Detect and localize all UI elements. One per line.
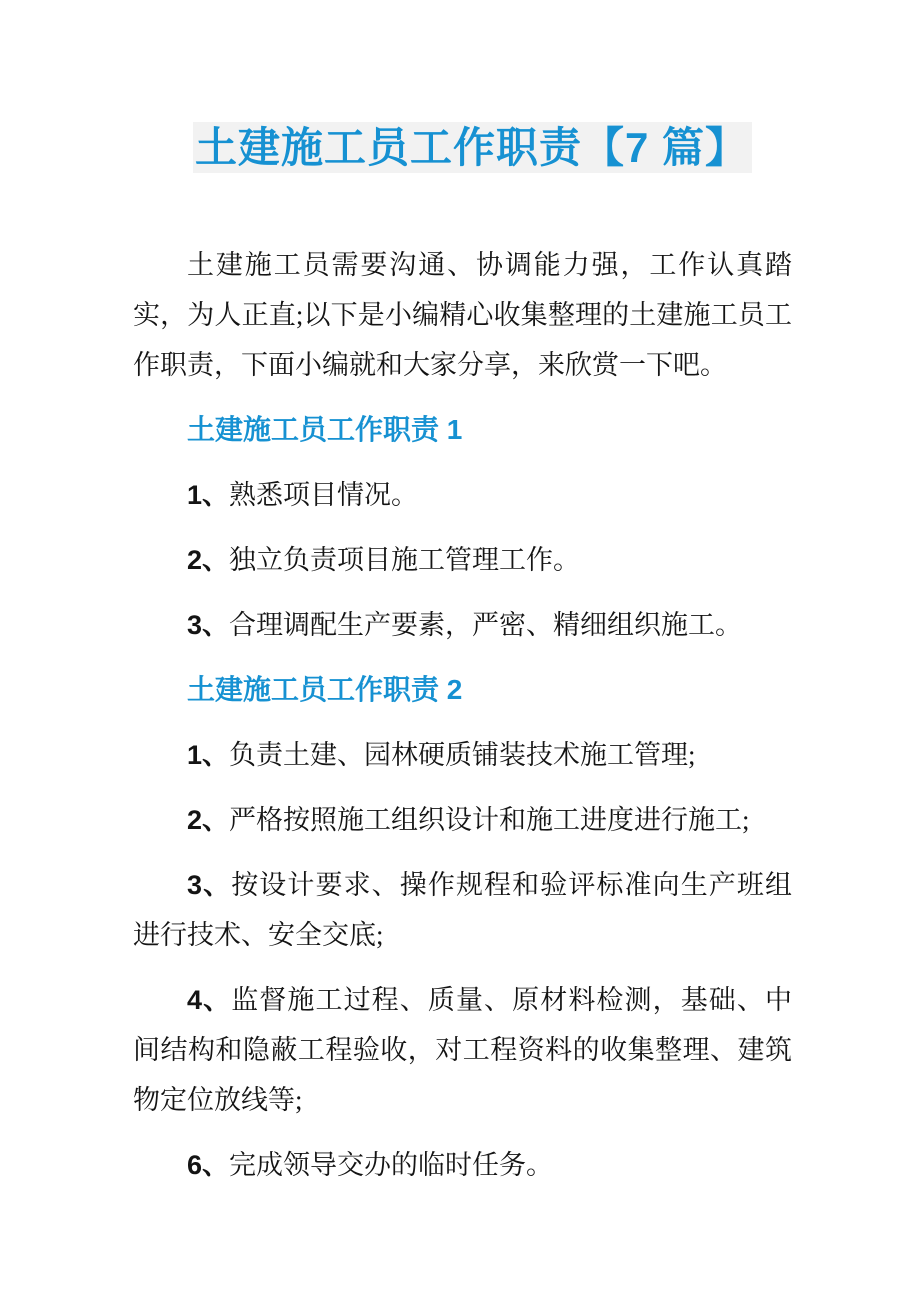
intro-paragraph: 土建施工员需要沟通、协调能力强，工作认真踏实，为人正直;以下是小编精心收集整理的土建施工员工作职责，下面小编就和大家分享，来欣赏一下吧。 [133, 250, 792, 380]
list-item: 1、熟悉项目情况。 [187, 480, 419, 510]
section-heading-2: 土建施工员工作职责 2 [187, 674, 463, 705]
list-item: 3、合理调配生产要素，严密、精细组织施工。 [187, 610, 743, 640]
list-item: 6、完成领导交办的临时任务。 [187, 1150, 554, 1180]
list-item: 2、严格按照施工组织设计和施工进度进行施工; [187, 805, 750, 835]
list-item: 1、负责土建、园林硬质铺装技术施工管理; [187, 740, 696, 770]
list-item: 4、监督施工过程、质量、原材料检测，基础、中间结构和隐蔽工程验收，对工程资料的收集整理、建筑物定位放线等; [133, 985, 792, 1115]
document-title [193, 118, 792, 178]
document-title-text: 土建施工员工作职责【7 篇】 [193, 122, 752, 173]
list-item: 3、按设计要求、操作规程和验评标准向生产班组进行技术、安全交底; [133, 870, 792, 950]
list-item: 2、独立负责项目施工管理工作。 [187, 545, 581, 575]
section-heading-1: 土建施工员工作职责 1 [187, 414, 463, 445]
